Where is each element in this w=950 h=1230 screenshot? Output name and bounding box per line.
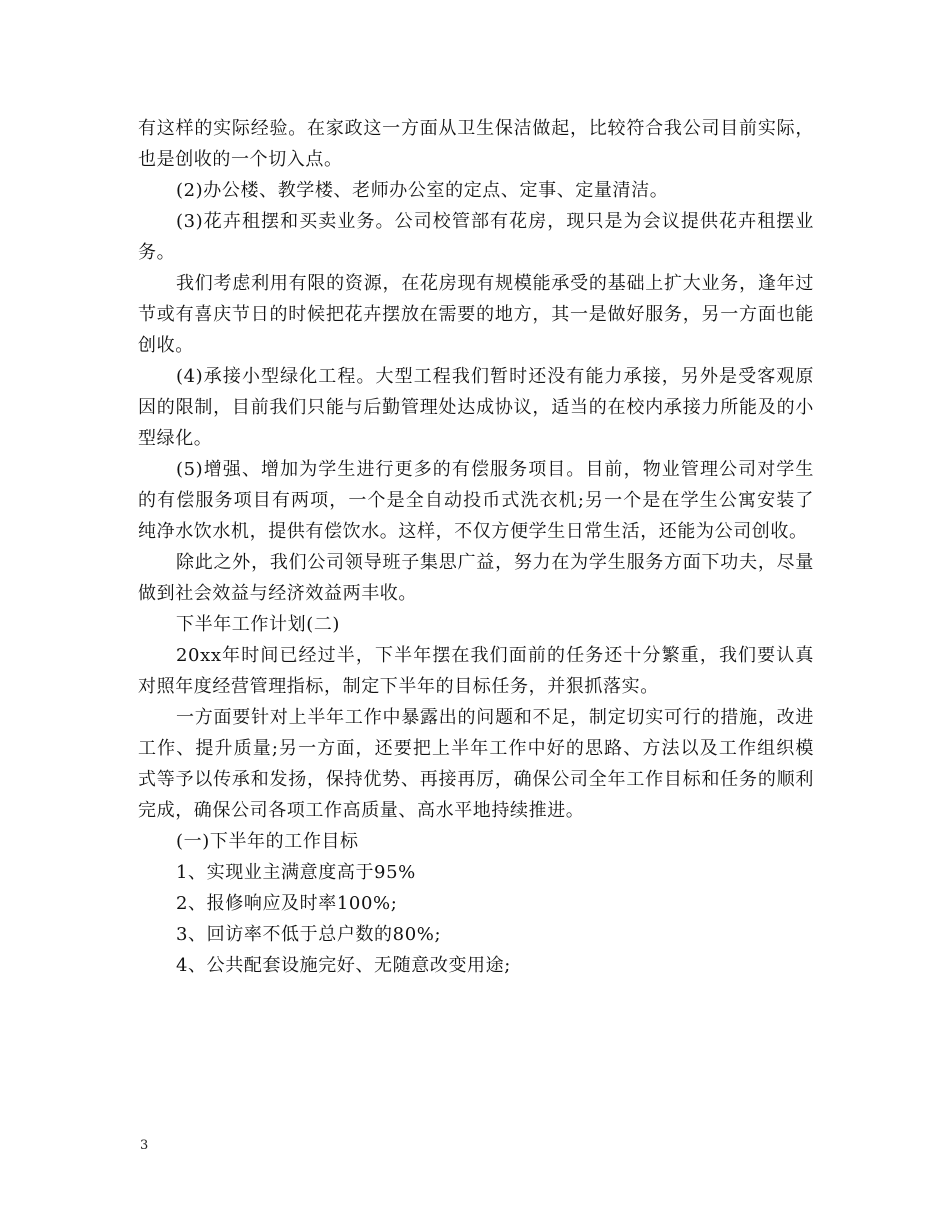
list-item: 2、报修响应及时率100%; (176, 893, 398, 914)
paragraph: 除此之外，我们公司领导班子集思广益，努力在为学生服务方面下功夫，尽量做到社会效益与经济效益两丰收。 (138, 552, 814, 604)
list-item: 3、回访率不低于总户数的80%; (176, 924, 442, 945)
paragraph: 我们考虑利用有限的资源，在花房现有规模能承受的基础上扩大业务，逢年过节或有喜庆节日的时候把花卉摆放在需要的地方，其一是做好服务，另一方面也能创收。 (138, 273, 814, 356)
paragraph: (3)花卉租摆和买卖业务。公司校管部有花房，现只是为会议提供花卉租摆业务。 (138, 211, 814, 263)
page-number: 3 (140, 1138, 149, 1153)
paragraph: 有这样的实际经验。在家政这一方面从卫生保洁做起，比较符合我公司目前实际，也是创收的一个切入点。 (138, 118, 814, 170)
document-body (138, 113, 814, 981)
list-item: 4、公共配套设施完好、无随意改变用途; (176, 955, 511, 976)
section-heading: 下半年工作计划(二) (176, 614, 341, 635)
paragraph: (4)承接小型绿化工程。大型工程我们暂时还没有能力承接，另外是受客观原因的限制，目前我们只能与后勤管理处达成协议，适当的在校内承接力所能及的小型绿化。 (138, 366, 814, 449)
paragraph: 一方面要针对上半年工作中暴露出的问题和不足，制定切实可行的措施，改进工作、提升质量;另一方面，还要把上半年工作中好的思路、方法以及工作组织模式等予以传承和发扬，保持优势、再接再厉，确保公司全年工作目标和任务的顺利完成，确保公司各项工作高质量、高水平地持续推进。 (138, 707, 814, 821)
paragraph: (5)增强、增加为学生进行更多的有偿服务项目。目前，物业管理公司对学生的有偿服务项目有两项，一个是全自动投币式洗衣机;另一个是在学生公寓安装了纯净水饮水机，提供有偿饮水。这样，不仅方便学生日常生活，还能为公司创收。 (138, 459, 814, 542)
paragraph: (2)办公楼、教学楼、老师办公室的定点、定事、定量清洁。 (176, 180, 669, 201)
subsection-heading: (一)下半年的工作目标 (176, 831, 359, 852)
paragraph: 20xx年时间已经过半，下半年摆在我们面前的任务还十分繁重，我们要认真对照年度经营管理指标，制定下半年的目标任务，并狠抓落实。 (138, 645, 814, 697)
list-item: 1、实现业主满意度高于95% (176, 862, 416, 883)
